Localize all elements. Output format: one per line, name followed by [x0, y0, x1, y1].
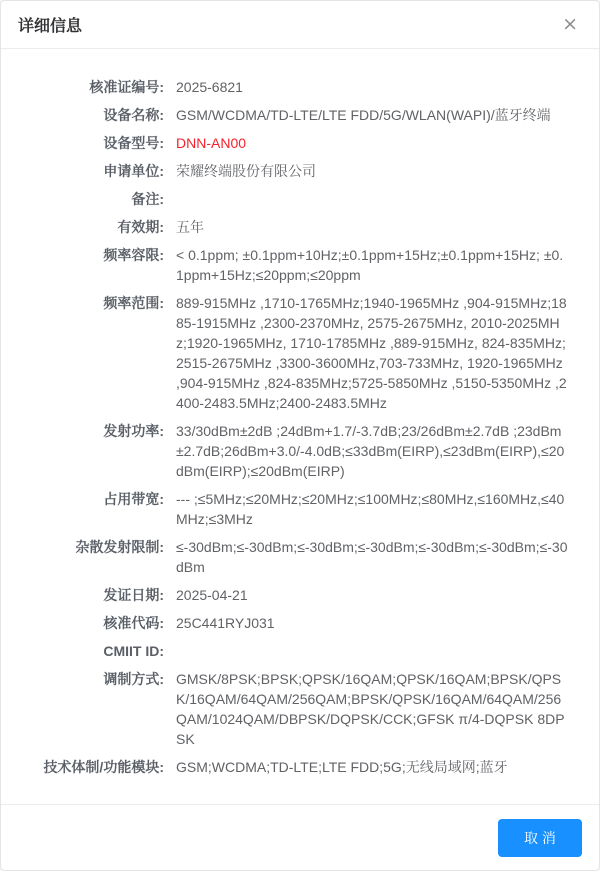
field-label-text: 核准证编号:: [89, 79, 164, 95]
fields-list: [31, 77, 569, 777]
field-row: [31, 293, 569, 413]
dialog-header: [1, 1, 599, 49]
field-label: [31, 669, 164, 689]
field-row: [31, 537, 569, 577]
field-value: 2025-6821: [176, 79, 243, 95]
field-value: DNN-AN00: [176, 135, 247, 151]
field-row: [31, 161, 569, 181]
field-row: [31, 217, 569, 237]
field-value: --- ;≤5MHz;≤20MHz;≤20MHz;≤100MHz;≤80MHz,≤160MHz,≤40MHz;≤3MHz: [176, 491, 565, 527]
field-label-text: 技术体制/功能模块:: [43, 759, 164, 775]
field-value: GSM/WCDMA/TD-LTE/LTE FDD/5G/WLAN(WAPI)/蓝牙终端: [176, 107, 551, 123]
field-label-text: CMIIT ID:: [103, 643, 164, 659]
field-row: [31, 757, 569, 777]
field-row: [31, 641, 569, 661]
field-label: [31, 293, 164, 313]
field-label-text: 核准代码:: [103, 615, 164, 631]
field-label: [31, 133, 164, 153]
field-label-text: 设备名称:: [103, 107, 164, 123]
field-value: GMSK/8PSK;BPSK;QPSK/16QAM;QPSK/16QAM;BPSK/QPSK/16QAM/64QAM/256QAM;BPSK/QPSK/16QAM/64QAM/256QAM/1024QAM/DBPSK/DQPSK/CCK;GFSK π/4-DQPSK 8DPSK: [176, 671, 565, 747]
field-row: [31, 613, 569, 633]
field-label: [31, 189, 164, 209]
field-value: [176, 189, 569, 209]
field-value: GSM;WCDMA;TD-LTE;LTE FDD;5G;无线局域网;蓝牙: [176, 759, 508, 775]
field-label: [31, 641, 164, 661]
field-label: [31, 757, 164, 777]
dialog-body: [1, 49, 599, 804]
field-label-text: 申请单位:: [103, 163, 164, 179]
field-label: [31, 585, 164, 605]
field-label: [31, 537, 164, 557]
field-label-text: 频率容限:: [103, 247, 164, 263]
field-row: [31, 133, 569, 153]
close-icon[interactable]: ×: [558, 13, 582, 36]
dialog-title: 详细信息: [18, 18, 83, 35]
field-value: 25C441RYJ031: [176, 615, 275, 631]
field-label-text: 发证日期:: [103, 587, 164, 603]
field-value: < 0.1ppm; ±0.1ppm+10Hz;±0.1ppm+15Hz;±0.1ppm+15Hz; ±0.1ppm+15Hz;≤20ppm;≤20ppm: [176, 247, 564, 283]
field-label: [31, 77, 164, 97]
field-label: [31, 161, 164, 181]
field-label-text: 设备型号:: [103, 135, 164, 151]
field-row: [31, 189, 569, 209]
field-label-text: 频率范围:: [103, 295, 164, 311]
field-label: [31, 613, 164, 633]
field-value: 2025-04-21: [176, 587, 248, 603]
field-label-text: 发射功率:: [103, 423, 164, 439]
field-value: 五年: [176, 219, 204, 235]
dialog-footer: [1, 804, 599, 870]
field-label-text: 调制方式:: [103, 671, 164, 687]
field-row: [31, 105, 569, 125]
field-value: 889-915MHz ,1710-1765MHz;1940-1965MHz ,904-915MHz;1885-1915MHz ,2300-2370MHz, 2575-2675MHz, 2010-2025MHz;1920-1965MHz, 1710-1785MHz ,889-915MHz, 824-835MHz;2515-2675MHz ,3300-3600MHz,703-733MHz, 1920-1965MHz ,904-915MHz ,824-835MHz;5725-5850MHz ,5150-5350MHz ,2400-2483.5MHz;2400-2483.5MHz: [176, 295, 567, 411]
field-label-text: 杂散发射限制:: [75, 539, 164, 555]
field-label-text: 占用带宽:: [103, 491, 164, 507]
field-row: [31, 489, 569, 529]
field-label: [31, 217, 164, 237]
field-label-text: 有效期:: [117, 219, 164, 235]
field-value: 荣耀终端股份有限公司: [176, 163, 316, 179]
field-label: [31, 245, 164, 265]
field-label: [31, 105, 164, 125]
field-label: [31, 421, 164, 441]
field-row: [31, 245, 569, 285]
field-row: [31, 77, 569, 97]
cancel-button[interactable]: 取 消: [498, 819, 582, 857]
field-row: [31, 585, 569, 605]
field-value: [176, 641, 569, 661]
field-value: ≤-30dBm;≤-30dBm;≤-30dBm;≤-30dBm;≤-30dBm;≤-30dBm;≤-30dBm: [176, 539, 568, 575]
field-label-text: 备注:: [131, 191, 164, 207]
field-label: [31, 489, 164, 509]
field-value: 33/30dBm±2dB ;24dBm+1.7/-3.7dB;23/26dBm±2.7dB ;23dBm±2.7dB;26dBm+3.0/-4.0dB;≤33dBm(EIRP),≤23dBm(EIRP),≤20dBm(EIRP);≤20dBm(EIRP): [176, 423, 565, 479]
field-row: [31, 421, 569, 481]
field-row: [31, 669, 569, 749]
